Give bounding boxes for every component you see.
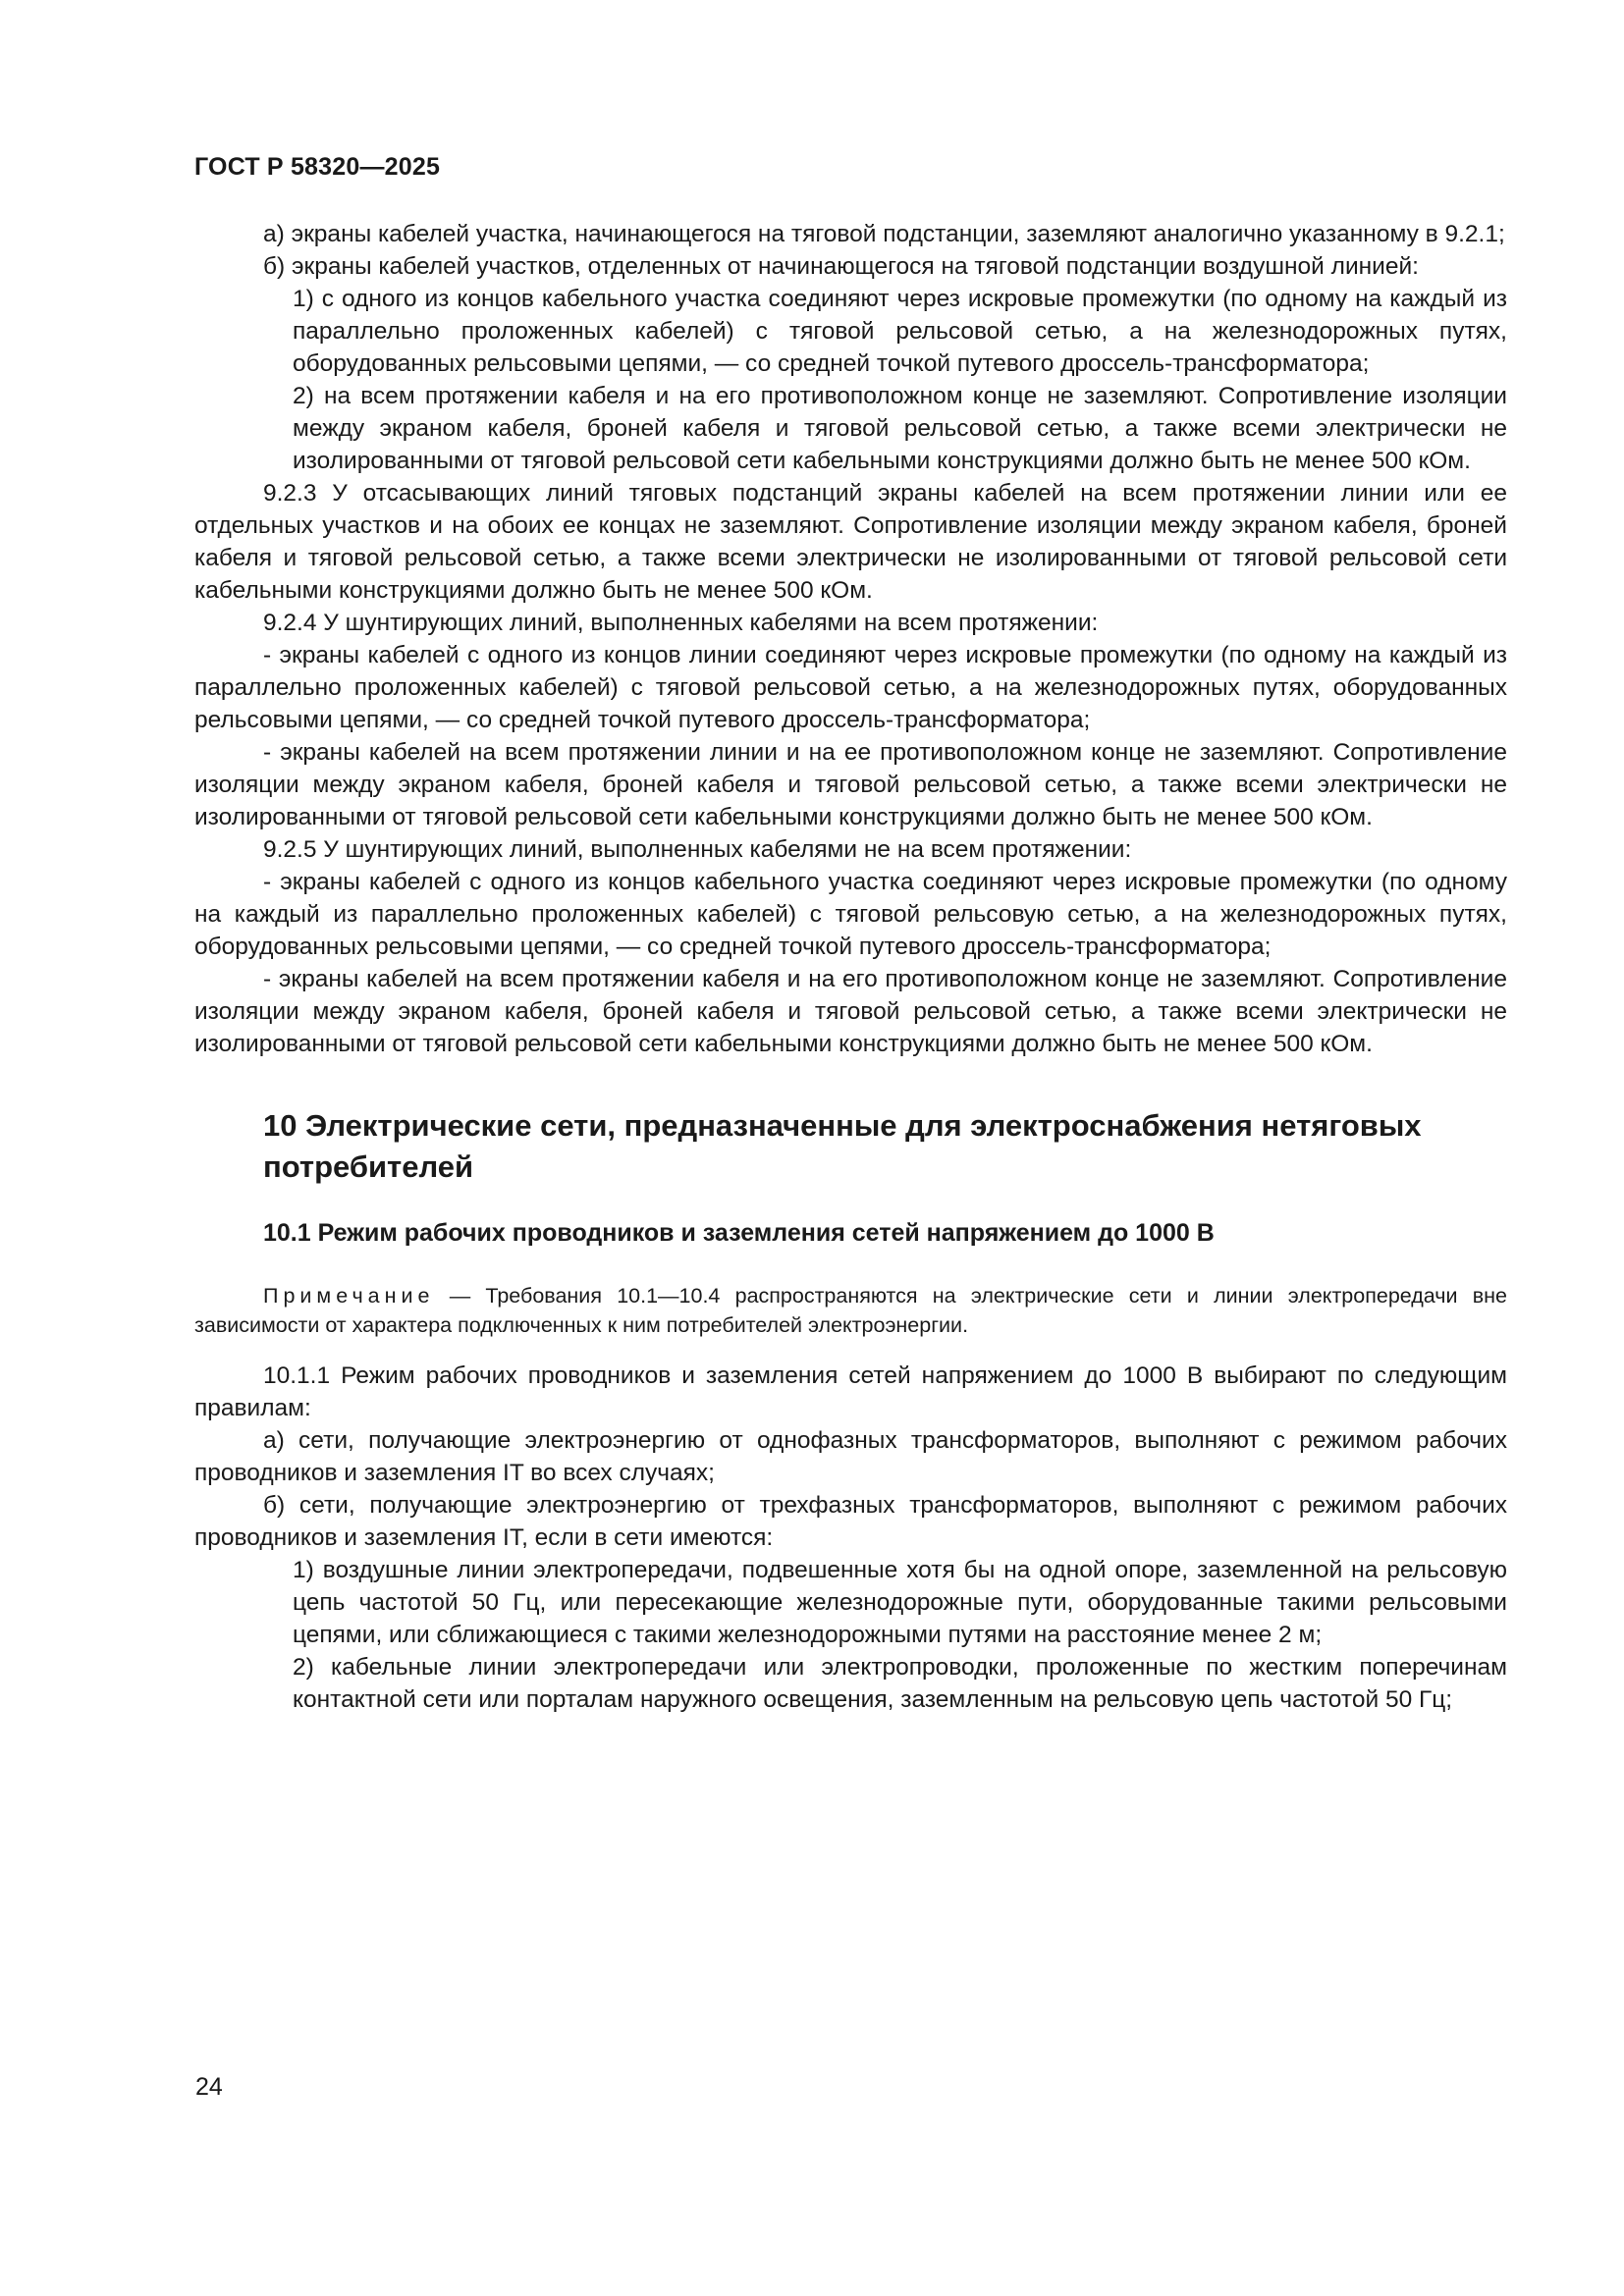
clause-9-2-3: 9.2.3 У отсасывающих линий тяговых подстанций экраны кабелей на всем протяжении линии или ее отдельных участков и на обоих ее концах не заземляют. Сопротивление изоляции между экраном кабеля, броней кабеля и тяговой рельсовой сетью, а также всеми электрически не изолированными от тяговой рельсовой сети кабельными конструкциями должно быть не менее 500 кОм. [194,480,1507,604]
list-item: - экраны кабелей с одного из концов линии соединяют через искровые промежутки (по одному на каждый из параллельно проложенных кабелей) с тяговой рельсовой сетью, а на железнодорожных путях, оборудованных рельсовыми цепями, — со средней точкой путевого дроссель-трансформатора; [194,642,1507,733]
list-item: - экраны кабелей с одного из концов кабельного участка соединяют через искровые промежутки (по одному на каждый из параллельно проложенных кабелей) с тяговой рельсовую сетью, а на железнодорожных путях, оборудованных рельсовыми цепями, — со средней точкой путевого дроссель-трансформатора; [194,869,1507,960]
paragraph: а) экраны кабелей участка, начинающегося на тяговой подстанции, заземляют аналогично указанному в 9.2.1; [263,221,1505,247]
document-id-header: ГОСТ Р 58320—2025 [194,153,441,181]
clause-9-2-4: 9.2.4 У шунтирующих линий, выполненных кабелями на всем протяжении: [263,610,1099,636]
list-item: 2) на всем протяжении кабеля и на его противоположном конце не заземляют. Сопротивление изоляции между экраном кабеля, броней кабеля и тяговой рельсовой сетью, а также всеми электрически не изолированными от тяговой рельсовой сети кабельными конструкциями должно быть не менее 500 кОм. [293,383,1507,474]
list-item: - экраны кабелей на всем протяжении линии и на ее противоположном конце не заземляют. Сопротивление изоляции между экраном кабеля, броней кабеля и тяговой рельсовой сетью, а также всеми электрически не изолированными от тяговой рельсовой сети кабельными конструкциями должно быть не менее 500 кОм. [194,739,1507,830]
list-item: 2) кабельные линии электропередачи или электропроводки, проложенные по жестким поперечинам контактной сети или порталам наружного освещения, заземленным на рельсовую цепь частотой 50 Гц; [293,1654,1507,1713]
list-item: 1) воздушные линии электропередачи, подвешенные хотя бы на одной опоре, заземленной на рельсовую цепь частотой 50 Гц, или пересекающие железнодорожные пути, оборудованные такими рельсовыми цепями, или сближающиеся с такими железнодорожными путями на расстояние менее 2 м; [293,1557,1507,1648]
page-body [194,218,1507,1716]
list-item: 1) с одного из концов кабельного участка соединяют через искровые промежутки (по одному на каждый из параллельно проложенных кабелей) с тяговой рельсовой сетью, а на железнодорожных путях, оборудованных рельсовыми цепями, — со средней точкой путевого дроссель-трансформатора; [293,286,1507,377]
list-item: а) сети, получающие электроэнергию от однофазных трансформаторов, выполняют с режимом рабочих проводников и заземления IT во всех случаях; [194,1427,1507,1486]
note-label: Примечание [263,1284,435,1308]
section-heading: 10 Электрические сети, предназначенные для электроснабжения нетяговых потребителей [263,1108,1422,1184]
clause-10-1-1: 10.1.1 Режим рабочих проводников и заземления сетей напряжением до 1000 В выбирают по следующим правилам: [194,1362,1507,1421]
paragraph: б) экраны кабелей участков, отделенных от начинающегося на тяговой подстанции воздушной линией: [263,253,1419,280]
list-item: - экраны кабелей на всем протяжении кабеля и на его противоположном конце не заземляют. Сопротивление изоляции между экраном кабеля, броней кабеля и тяговой рельсовой сетью, а также всеми электрически не изолированными от тяговой рельсовой сети кабельными конструкциями должно быть не менее 500 кОм. [194,966,1507,1057]
note [194,1281,1507,1340]
list-item: б) сети, получающие электроэнергию от трехфазных трансформаторов, выполняют с режимом рабочих проводников и заземления IT, если в сети имеются: [194,1492,1507,1551]
clause-9-2-5: 9.2.5 У шунтирующих линий, выполненных кабелями не на всем протяжении: [263,836,1132,863]
subsection-heading: 10.1 Режим рабочих проводников и заземления сетей напряжением до 1000 В [263,1219,1215,1247]
page-number: 24 [195,2073,223,2101]
note-text: — Требования 10.1—10.4 распространяются на электрические сети и линии электропередачи вне зависимости от характера подключенных к ним потребителей электроэнергии. [194,1284,1507,1337]
